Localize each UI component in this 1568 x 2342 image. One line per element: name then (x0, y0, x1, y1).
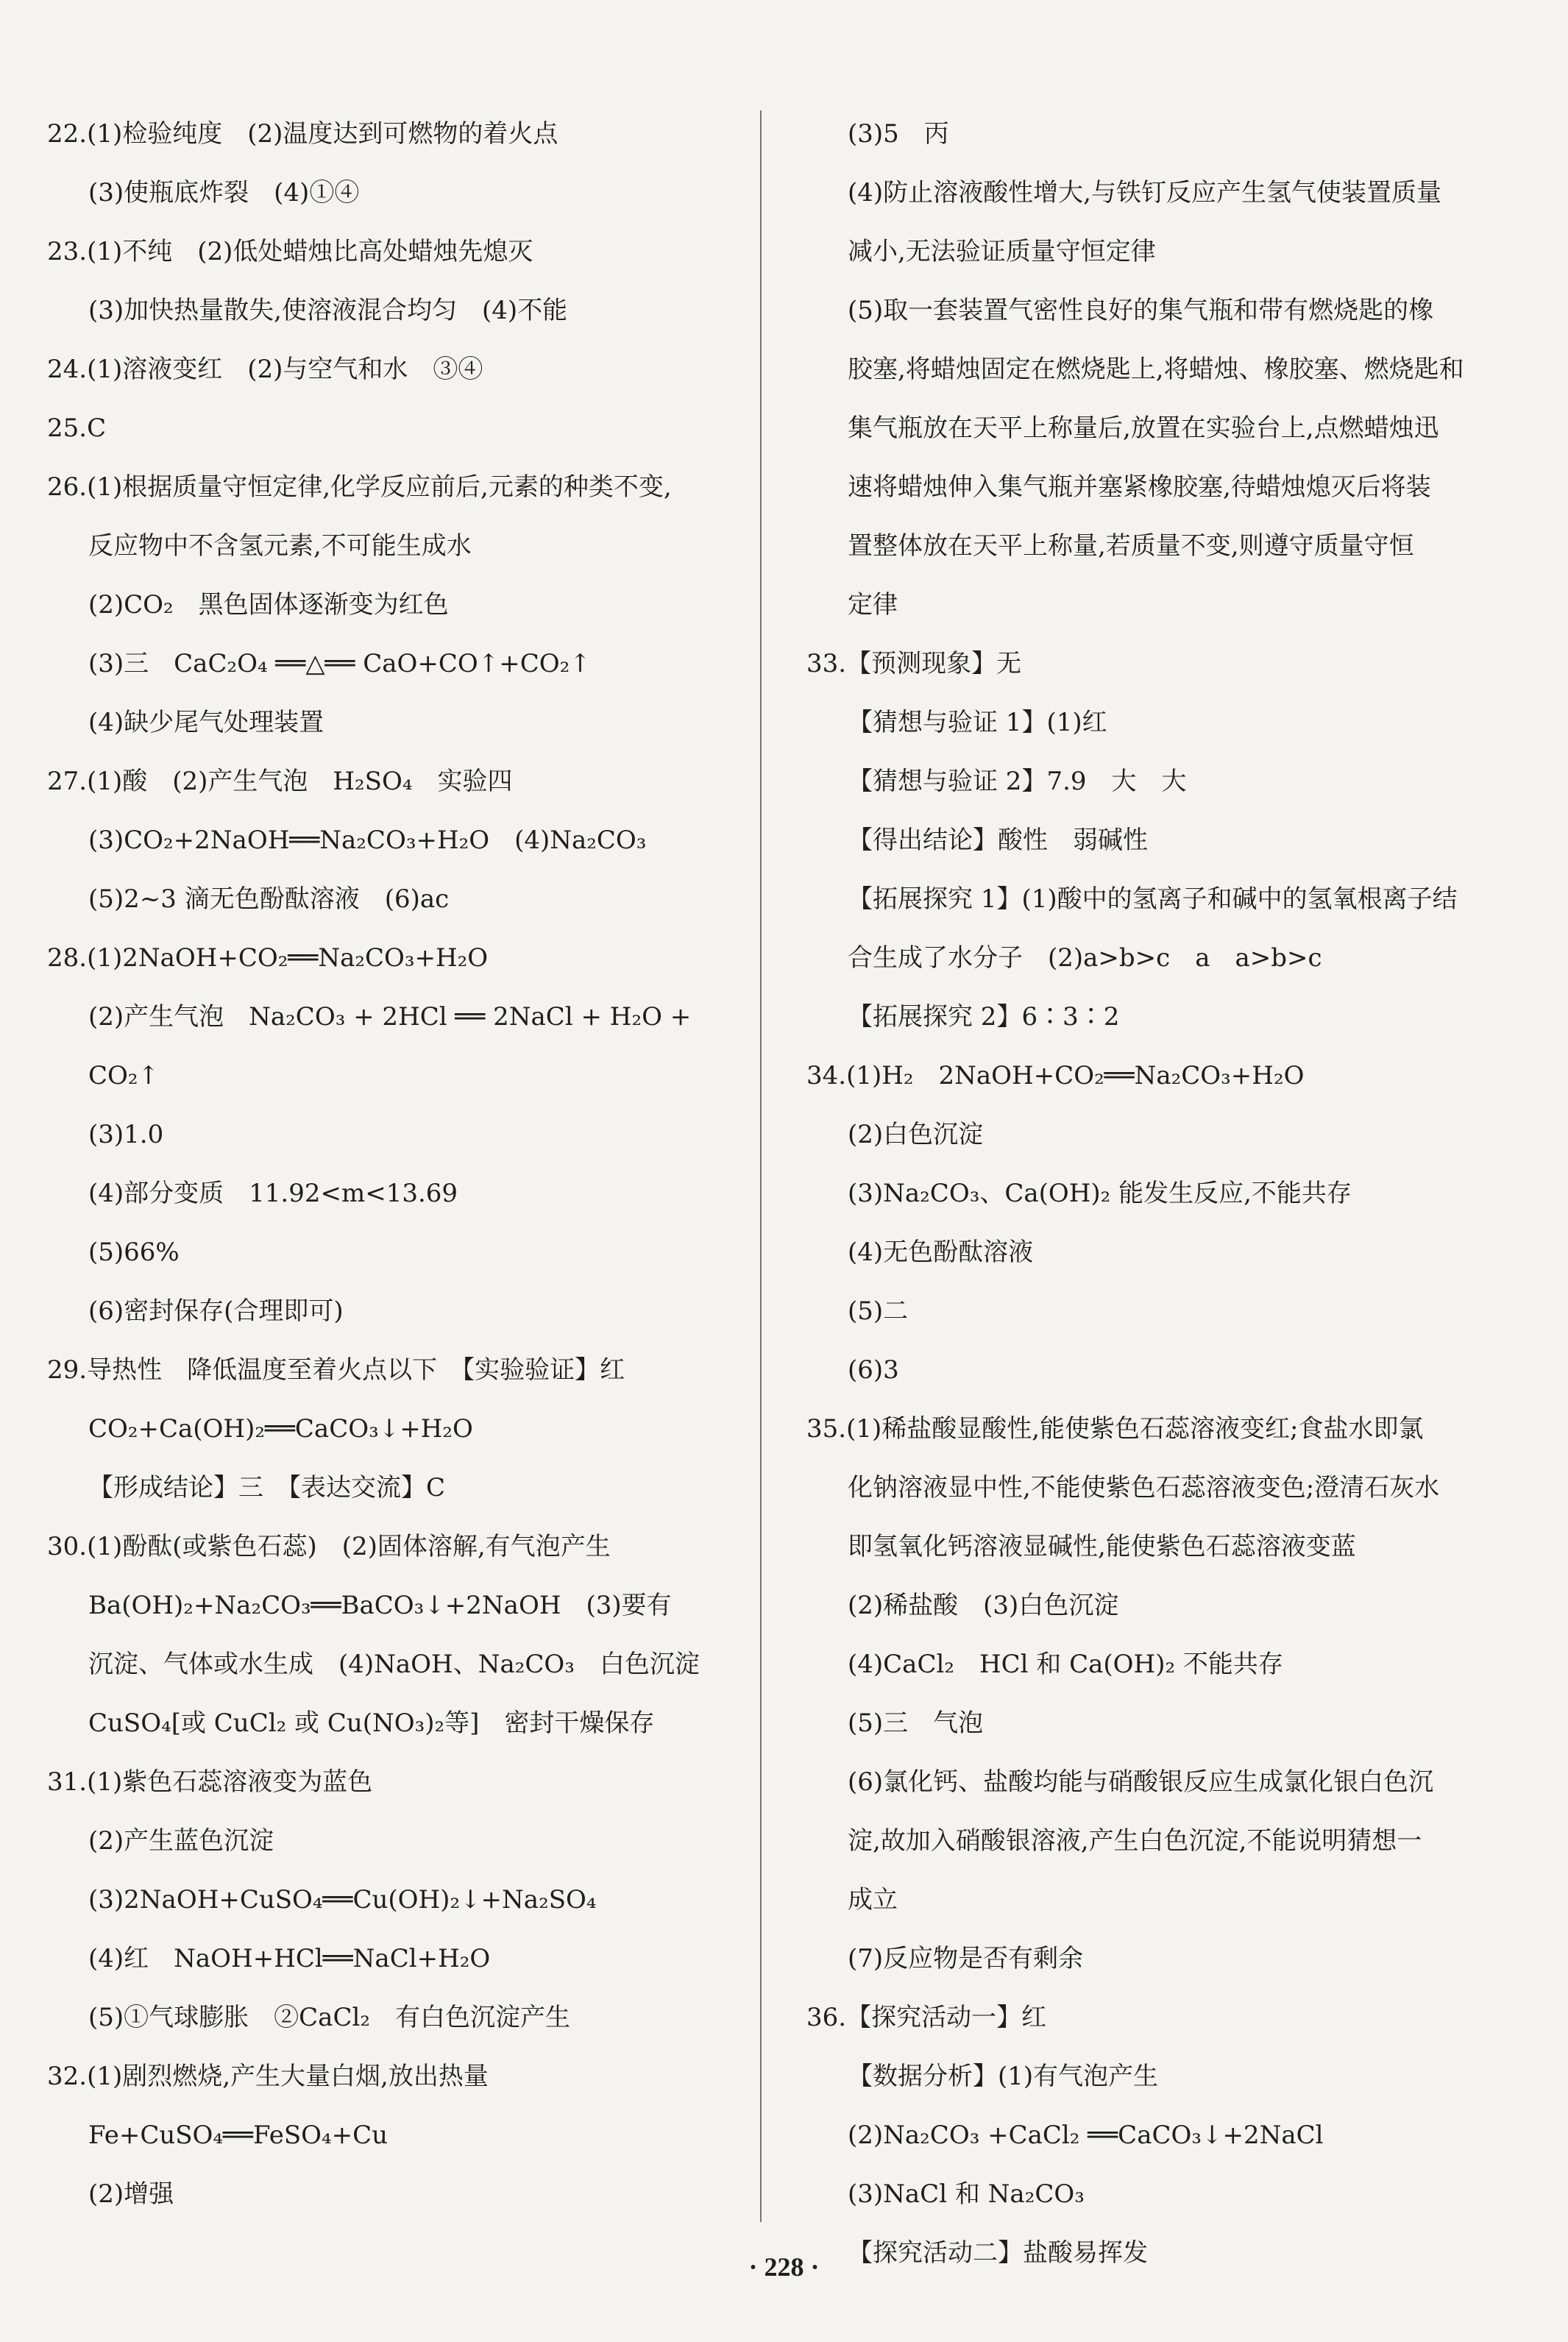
answer-line: 36.【探究活动一】红 (806, 2003, 1047, 2032)
answer-line: (4)部分变质 11.92<m<13.69 (88, 1179, 458, 1208)
answer-line: 合生成了水分子 (2)a>b>c a a>b>c (848, 943, 1322, 973)
answer-line: 【拓展探究 1】(1)酸中的氢离子和碱中的氢氧根离子结 (848, 884, 1458, 914)
answer-line: (6)3 (848, 1355, 899, 1385)
answer-line: 27.(1)酸 (2)产生气泡 H₂SO₄ 实验四 (47, 767, 513, 796)
answer-line: 【拓展探究 2】6∶3∶2 (848, 1002, 1120, 1032)
answer-line: (4)防止溶液酸性增大,与铁钉反应产生氢气使装置质量 (848, 178, 1441, 207)
answer-line: CuSO₄[或 CuCl₂ 或 Cu(NO₃)₂等] 密封干燥保存 (88, 1708, 655, 1738)
answer-line: (3)NaCl 和 Na₂CO₃ (848, 2179, 1085, 2209)
answer-line: 32.(1)剧烈燃烧,产生大量白烟,放出热量 (47, 2062, 489, 2091)
answer-line: (2)Na₂CO₃ +CaCl₂ ══CaCO₃↓+2NaCl (848, 2121, 1324, 2150)
answer-line: Fe+CuSO₄══FeSO₄+Cu (88, 2121, 389, 2150)
answer-line: 定律 (848, 590, 898, 620)
answer-line: 29.导热性 降低温度至着火点以下 【实验验证】红 (47, 1355, 625, 1385)
answer-line: 沉淀、气体或水生成 (4)NaOH、Na₂CO₃ 白色沉淀 (88, 1650, 700, 1679)
answer-line: (5)取一套装置气密性良好的集气瓶和带有燃烧匙的橡 (848, 296, 1434, 325)
answer-line: Ba(OH)₂+Na₂CO₃══BaCO₃↓+2NaOH (3)要有 (88, 1591, 672, 1620)
answer-line: (3)1.0 (88, 1120, 164, 1149)
answer-line: (4)无色酚酞溶液 (848, 1238, 1034, 1267)
page-number: · 228 · (748, 2252, 820, 2282)
answer-line: 35.(1)稀盐酸显酸性,能使紫色石蕊溶液变红;食盐水即氯 (806, 1414, 1424, 1444)
answer-line: 成立 (848, 1885, 898, 1915)
answer-line: 28.(1)2NaOH+CO₂══Na₂CO₃+H₂O (47, 943, 489, 973)
answer-line: (3)2NaOH+CuSO₄══Cu(OH)₂↓+Na₂SO₄ (88, 1885, 597, 1915)
answer-line: 【探究活动二】盐酸易挥发 (848, 2238, 1148, 2268)
answer-line: 26.(1)根据质量守恒定律,化学反应前后,元素的种类不变, (47, 472, 672, 502)
answer-line: (3)使瓶底炸裂 (4)①④ (88, 178, 360, 207)
answer-line: (4)红 NaOH+HCl══NaCl+H₂O (88, 1944, 491, 1973)
answer-line: 减小,无法验证质量守恒定律 (848, 237, 1156, 266)
answer-line: (4)缺少尾气处理装置 (88, 708, 324, 737)
answer-line: (2)产生气泡 Na₂CO₃ + 2HCl ══ 2NaCl + H₂O + (88, 1002, 692, 1032)
answer-line: 34.(1)H₂ 2NaOH+CO₂══Na₂CO₃+H₂O (806, 1061, 1305, 1090)
answer-line: CO₂+Ca(OH)₂══CaCO₃↓+H₂O (88, 1414, 473, 1444)
answer-line: (7)反应物是否有剩余 (848, 1944, 1084, 1973)
answer-line: 33.【预测现象】无 (806, 649, 1022, 678)
answer-line: 即氢氧化钙溶液显碱性,能使紫色石蕊溶液变蓝 (848, 1532, 1356, 1561)
answer-line: 25.C (47, 414, 107, 443)
answer-line: (5)2~3 滴无色酚酞溶液 (6)ac (88, 884, 450, 914)
answer-line: 集气瓶放在天平上称量后,放置在实验台上,点燃蜡烛迅 (848, 414, 1439, 443)
answer-line: (5)二 (848, 1296, 909, 1326)
answer-line: (3)CO₂+2NaOH══Na₂CO₃+H₂O (4)Na₂CO₃ (88, 826, 647, 855)
answer-line: (3)5 丙 (848, 119, 949, 149)
answer-line: (6)氯化钙、盐酸均能与硝酸银反应生成氯化银白色沉 (848, 1767, 1434, 1797)
answer-line: (3)三 CaC₂O₄ ══△══ CaO+CO↑+CO₂↑ (88, 649, 591, 678)
answer-line: 30.(1)酚酞(或紫色石蕊) (2)固体溶解,有气泡产生 (47, 1532, 611, 1561)
answer-line: (3)加快热量散失,使溶液混合均匀 (4)不能 (88, 296, 568, 325)
answer-line: (6)密封保存(合理即可) (88, 1296, 344, 1326)
right-column (806, 104, 1542, 2282)
answer-line: 反应物中不含氢元素,不可能生成水 (88, 531, 472, 561)
answer-line: (5)66% (88, 1238, 180, 1267)
left-column (47, 104, 746, 2224)
answer-line: 化钠溶液显中性,不能使紫色石蕊溶液变色;澄清石灰水 (848, 1473, 1440, 1502)
answer-line: 【形成结论】三 【表达交流】C (88, 1473, 446, 1502)
answer-line: 速将蜡烛伸入集气瓶并塞紧橡胶塞,待蜡烛熄灭后将装 (848, 472, 1431, 502)
answer-line: 【得出结论】酸性 弱碱性 (848, 826, 1148, 855)
answer-line: 【猜想与验证 1】(1)红 (848, 708, 1107, 737)
answer-line: 淀,故加入硝酸银溶液,产生白色沉淀,不能说明猜想一 (848, 1826, 1422, 1856)
answer-line: (2)产生蓝色沉淀 (88, 1826, 274, 1856)
answer-line: (4)CaCl₂ HCl 和 Ca(OH)₂ 不能共存 (848, 1650, 1283, 1679)
column-divider (760, 110, 762, 2222)
answer-line: 23.(1)不纯 (2)低处蜡烛比高处蜡烛先熄灭 (47, 237, 533, 266)
answer-line: 胶塞,将蜡烛固定在燃烧匙上,将蜡烛、橡胶塞、燃烧匙和 (848, 355, 1464, 384)
answer-line: 【数据分析】(1)有气泡产生 (848, 2062, 1159, 2091)
answer-line: (2)稀盐酸 (3)白色沉淀 (848, 1591, 1119, 1620)
answer-line: 24.(1)溶液变红 (2)与空气和水 ③④ (47, 355, 483, 384)
answer-line: (3)Na₂CO₃、Ca(OH)₂ 能发生反应,不能共存 (848, 1179, 1352, 1208)
answer-line: 【猜想与验证 2】7.9 大 大 (848, 767, 1187, 796)
answer-line: (5)三 气泡 (848, 1708, 984, 1738)
answer-line: (5)①气球膨胀 ②CaCl₂ 有白色沉淀产生 (88, 2003, 570, 2032)
answer-line: 31.(1)紫色石蕊溶液变为蓝色 (47, 1767, 373, 1797)
answer-line: (2)CO₂ 黑色固体逐渐变为红色 (88, 590, 449, 620)
answer-line: (2)白色沉淀 (848, 1120, 984, 1149)
answer-line: 置整体放在天平上称量,若质量不变,则遵守质量守恒 (848, 531, 1414, 561)
answer-line: 22.(1)检验纯度 (2)温度达到可燃物的着火点 (47, 119, 558, 149)
answer-line: (2)增强 (88, 2179, 174, 2209)
answer-line: CO₂↑ (88, 1061, 160, 1090)
